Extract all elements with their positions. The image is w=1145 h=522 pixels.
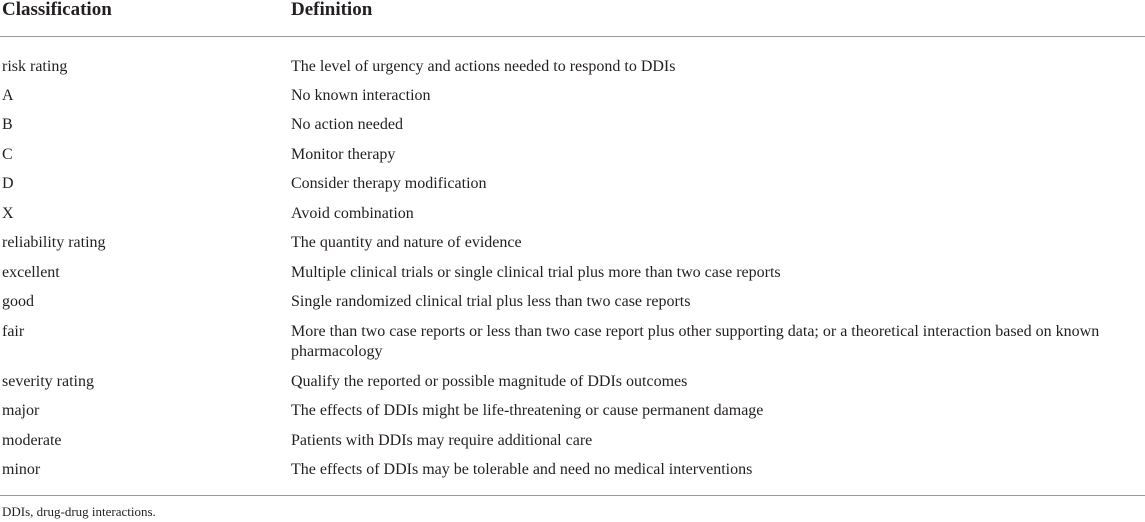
definition-cell: The level of urgency and actions needed to respond to DDIs [291, 58, 676, 75]
table-row [0, 145, 1145, 175]
definition-cell: Multiple clinical trials or single clinical trial plus more than two case reports [291, 263, 781, 281]
classification-cell: A [2, 86, 14, 104]
definition-cell: Single randomized clinical trial plus less than two case reports [291, 293, 691, 310]
header-row [0, 0, 1145, 37]
table-row [0, 204, 1145, 234]
classification-cell: good [2, 293, 34, 310]
table-body [0, 37, 1145, 490]
definition-cell: The effects of DDIs may be tolerable and need no medical interventions [291, 461, 753, 478]
definition-cell: Patients with DDIs may require additional care [291, 431, 593, 449]
classification-cell: D [2, 175, 14, 192]
table-row [0, 372, 1145, 402]
table-row [0, 460, 1145, 489]
definition-cell: The effects of DDIs might be life-threatening or cause permanent damage [291, 402, 764, 419]
table-row [0, 174, 1145, 204]
header-classification: Classification [0, 0, 291, 37]
classification-cell: reliability rating [2, 234, 106, 251]
classification-cell: minor [2, 461, 41, 478]
definition-cell: The quantity and nature of evidence [291, 234, 522, 251]
classification-cell: excellent [2, 263, 60, 281]
table-row [0, 115, 1145, 145]
classification-cell: B [2, 116, 13, 133]
table-row [0, 292, 1145, 322]
classification-cell: risk rating [2, 58, 68, 75]
table-row [0, 37, 1145, 86]
table-row [0, 322, 1145, 372]
table-header [0, 0, 1145, 37]
table-row [0, 263, 1145, 293]
classification-cell: moderate [2, 431, 62, 449]
header-definition: Definition [291, 0, 1145, 37]
definition-cell: Consider therapy modification [291, 175, 487, 192]
definition-cell: No action needed [291, 116, 403, 133]
classification-cell: X [2, 204, 14, 222]
definition-cell: Avoid combination [291, 204, 414, 222]
definition-cell: Monitor therapy [291, 145, 396, 163]
classification-cell: C [2, 145, 13, 163]
classification-cell: fair [2, 322, 25, 340]
definition-cell: No known interaction [291, 86, 431, 104]
definition-cell: More than two case reports or less than two case report plus other supporting data; or a theoretical interaction based on known pharmacology [291, 322, 1100, 360]
table-bottom-rule [0, 495, 1145, 496]
table-footnote: DDIs, drug-drug interactions. [2, 504, 156, 519]
table-row [0, 401, 1145, 431]
table-row [0, 431, 1145, 461]
table-row [0, 233, 1145, 263]
classification-cell: severity rating [2, 372, 94, 390]
classification-cell: major [2, 402, 40, 419]
table-row [0, 86, 1145, 116]
definition-cell: Qualify the reported or possible magnitude of DDIs outcomes [291, 372, 688, 390]
